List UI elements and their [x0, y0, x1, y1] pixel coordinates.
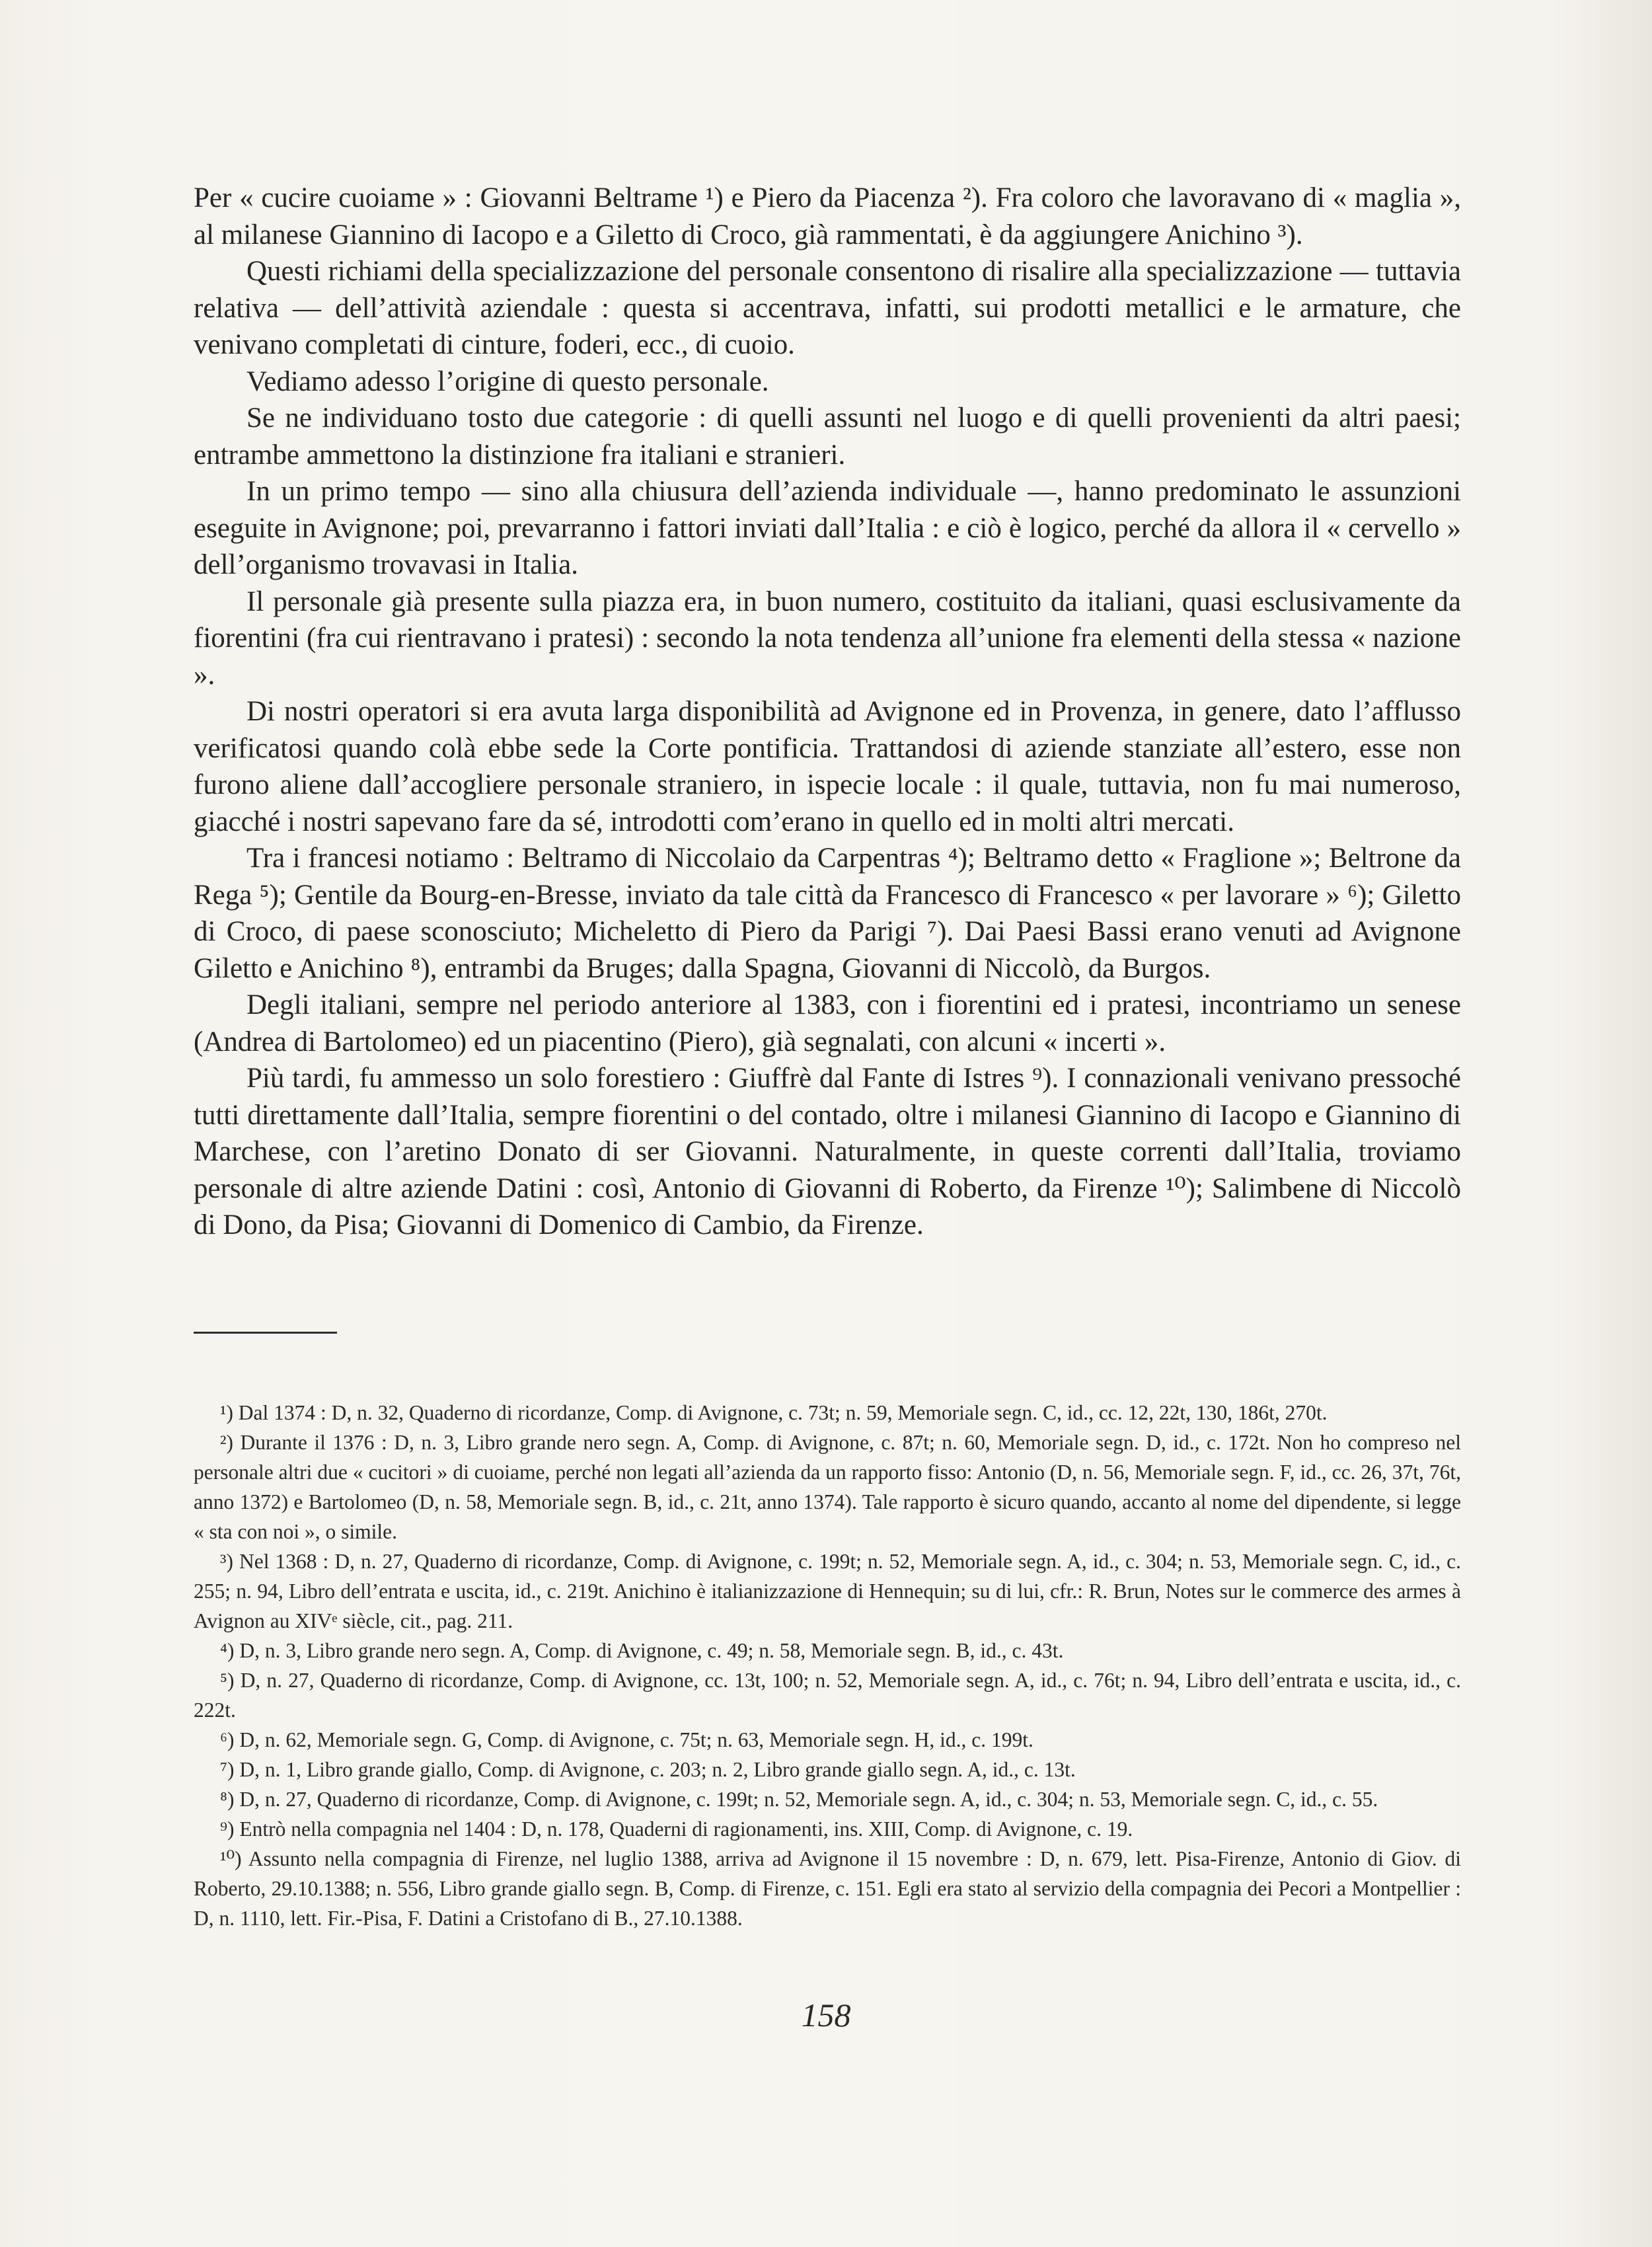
footnote: ²) Durante il 1376 : D, n. 3, Libro grande nero segn. A, Comp. di Avignone, c. 87t; n. 60, Memoriale segn. D, id., c. 172t. Non ho compreso nel personale altri due « cucitori » di cuoiame, perché non legati all’azienda da un rapporto fisso: Antonio (D, n. 56, Memoriale segn. F, id., cc. 26, 37t, 76t, anno 1372) e Bartolomeo (D, n. 58, Memoriale segn. B, id., c. 21t, anno 1374). Tale rapporto è sicuro quando, accanto al nome del dipendente, si legge « sta con noi », o simile.: [194, 1431, 1461, 1543]
paragraph: In un primo tempo — sino alla chiusura dell’azienda individuale —, hanno predominato le assunzioni eseguite in Avignone; poi, prevarranno i fattori inviati dall’Italia : e ciò è logico, perché da allora il « cervello » dell’organismo trovavasi in Italia.: [194, 476, 1461, 580]
paragraph: Di nostri operatori si era avuta larga disponibilità ad Avignone ed in Provenza, in genere, dato l’afflusso verificatosi quando colà ebbe sede la Corte pontificia. Trattandosi di aziende stanziate all’estero, esse non furono aliene dall’accogliere personale straniero, in ispecie locale : il quale, tuttavia, non fu mai numeroso, giacché i nostri sapevano fare da sé, introdotti com’erano in quello ed in molti altri mercati.: [194, 696, 1461, 837]
main-text: [194, 180, 1461, 1244]
footnote-separator: [194, 1332, 337, 1334]
footnote: ¹) Dal 1374 : D, n. 32, Quaderno di ricordanze, Comp. di Avignone, c. 73t; n. 59, Memoriale segn. C, id., cc. 12, 22t, 130, 186t, 270t.: [220, 1401, 1328, 1424]
paragraph: Più tardi, fu ammesso un solo forestiero : Giuffrè dal Fante di Istres ⁹). I connazionali venivano pressoché tutti direttamente dall’Italia, sempre fiorentini o del contado, oltre i milanesi Giannino di Iacopo e Giannino di Marchese, con l’aretino Donato di ser Giovanni. Naturalmente, in queste correnti dall’Italia, troviamo personale di altre aziende Datini : così, Antonio di Giovanni di Roberto, da Firenze ¹⁰); Salimbene di Niccolò di Dono, da Pisa; Giovanni di Domenico di Cambio, da Firenze.: [194, 1063, 1461, 1240]
paragraph: Per « cucire cuoiame » : Giovanni Beltrame ¹) e Piero da Piacenza ²). Fra coloro che lavoravano di « maglia », al milanese Giannino di Iacopo e a Giletto di Croco, già rammentati, è da aggiungere Anichino ³).: [194, 182, 1461, 250]
footnote: ⁴) D, n. 3, Libro grande nero segn. A, Comp. di Avignone, c. 49; n. 58, Memoriale segn. B, id., c. 43t.: [220, 1639, 1064, 1662]
paragraph: Questi richiami della specializzazione del personale consentono di risalire alla specializzazione — tuttavia relativa — dell’attività aziendale : questa si accentrava, infatti, sui prodotti metallici e le armature, che venivano completati di cinture, foderi, ecc., di cuoio.: [194, 256, 1461, 360]
paragraph: Vediamo adesso l’origine di questo personale.: [246, 365, 769, 397]
paragraph: Tra i francesi notiamo : Beltramo di Niccolaio da Carpentras ⁴); Beltramo detto « Fraglione »; Beltrone da Rega ⁵); Gentile da Bourg-en-Bresse, inviato da tale città da Francesco di Francesco « per lavorare » ⁶); Giletto di Croco, di paese sconosciuto; Micheletto di Piero da Parigi ⁷). Dai Paesi Bassi erano venuti ad Avignone Giletto e Anichino ⁸), entrambi da Bruges; dalla Spagna, Giovanni di Niccolò, da Burgos.: [194, 843, 1461, 984]
paragraph: Il personale già presente sulla piazza era, in buon numero, costituito da italiani, quasi esclusivamente da fiorentini (fra cui rientravano i pratesi) : secondo la nota tendenza all’unione fra elementi della stessa « nazione ».: [194, 586, 1461, 691]
footnote: ¹⁰) Assunto nella compagnia di Firenze, nel luglio 1388, arriva ad Avignone il 15 novembre : D, n. 679, lett. Pisa-Firenze, Antonio di Giov. di Roberto, 29.10.1388; n. 556, Libro grande giallo segn. B, Comp. di Firenze, c. 151. Egli era stato al servizio della compagnia dei Pecori a Montpellier : D, n. 1110, lett. Fir.-Pisa, F. Datini a Cristofano di B., 27.10.1388.: [194, 1847, 1461, 1930]
paragraph: Degli italiani, sempre nel periodo anteriore al 1383, con i fiorentini ed i pratesi, incontriamo un senese (Andrea di Bartolomeo) ed un piacentino (Piero), già segnalati, con alcuni « incerti ».: [194, 989, 1461, 1057]
footnote: ⁶) D, n. 62, Memoriale segn. G, Comp. di Avignone, c. 75t; n. 63, Memoriale segn. H, id., c. 199t.: [220, 1728, 1033, 1751]
footnote: ⁸) D, n. 27, Quaderno di ricordanze, Comp. di Avignone, c. 199t; n. 52, Memoriale segn. A, id., c. 304; n. 53, Memoriale segn. C, id., c. 55.: [220, 1788, 1378, 1811]
footnote: ⁹) Entrò nella compagnia nel 1404 : D, n. 178, Quaderni di ragionamenti, ins. XIII, Comp. di Avignone, c. 19.: [220, 1817, 1133, 1841]
footnote: ⁷) D, n. 1, Libro grande giallo, Comp. di Avignone, c. 203; n. 2, Libro grande giallo segn. A, id., c. 13t.: [220, 1758, 1076, 1781]
page-number: 158: [801, 1997, 851, 2034]
footnotes: [194, 1398, 1461, 1933]
footnote: ³) Nel 1368 : D, n. 27, Quaderno di ricordanze, Comp. di Avignone, c. 199t; n. 52, Memoriale segn. A, id., c. 304; n. 53, Memoriale segn. C, id., c. 255; n. 94, Libro dell’entrata e uscita, id., c. 219t. Anichino è italianizzazione di Hennequin; su di lui, cfr.: R. Brun, Notes sur le commerce des armes à Avignon au XIVᵉ siècle, cit., pag. 211.: [194, 1550, 1461, 1632]
footnote: ⁵) D, n. 27, Quaderno di ricordanze, Comp. di Avignone, cc. 13t, 100; n. 52, Memoriale segn. A, id., c. 76t; n. 94, Libro dell’entrata e uscita, id., c. 222t.: [194, 1669, 1461, 1722]
paragraph: Se ne individuano tosto due categorie : di quelli assunti nel luogo e di quelli provenienti da altri paesi; entrambe ammettono la distinzione fra italiani e stranieri.: [194, 402, 1461, 471]
